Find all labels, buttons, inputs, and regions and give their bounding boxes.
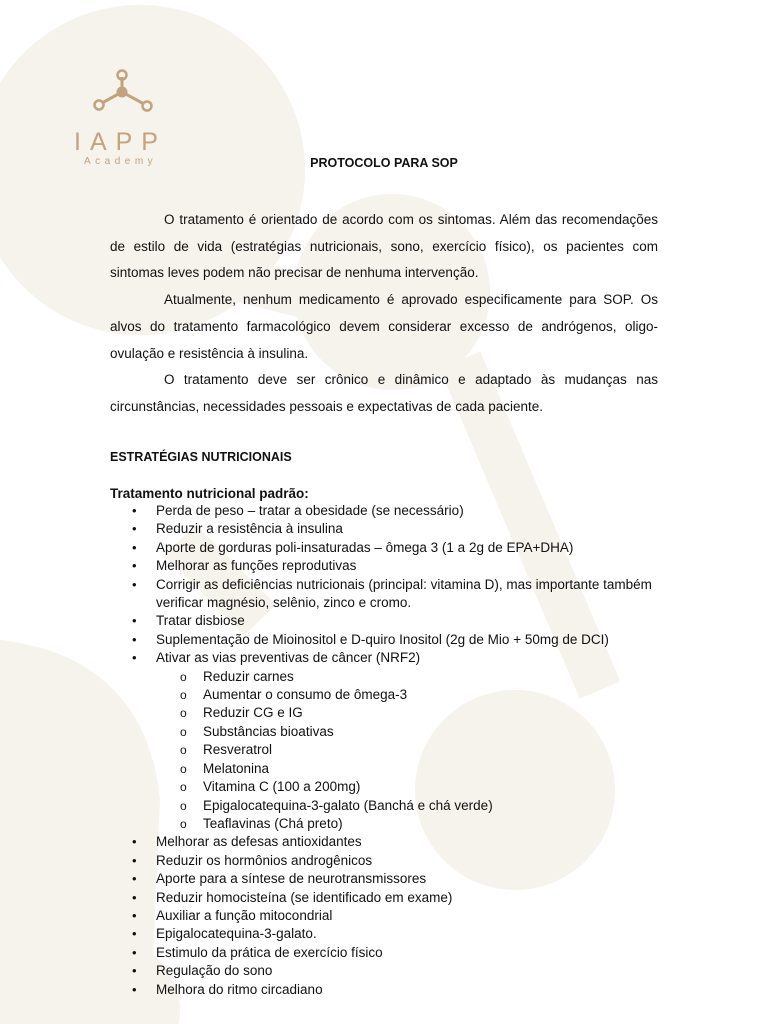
list-item: • Estimulo da prática de exercício físico — [110, 944, 670, 962]
sub-list-item: o Epigalocatequina-3-galato (Banchá e chá verde) — [156, 797, 670, 815]
bullet-icon: • — [132, 558, 137, 574]
sub-bullet-icon: o — [180, 743, 187, 758]
sub-list-item: o Vitamina C (100 a 200mg) — [156, 778, 670, 796]
bullet-icon: • — [132, 852, 137, 868]
bullet-icon: • — [132, 871, 137, 887]
bullet-icon: • — [132, 907, 137, 923]
logo-wordmark: IAPP — [74, 128, 167, 156]
list-item: • Reduzir a resistência à insulina — [110, 520, 670, 538]
list-item: • Aporte de gorduras poli-insaturadas – ômega 3 (1 a 2g de EPA+DHA) — [110, 539, 670, 557]
sub-bullet-icon: o — [180, 688, 187, 703]
bullet-icon: • — [132, 834, 137, 850]
list-item: • Regulação do sono — [110, 962, 670, 980]
sub-list-item: o Reduzir carnes — [156, 668, 670, 686]
list-item: • Suplementação de Mioinositol e D-quiro Inositol (2g de Mio + 50mg de DCI) — [110, 631, 670, 649]
list-item: • Aporte para a síntese de neurotransmissores — [110, 870, 670, 888]
sub-list-item: o Melatonina — [156, 760, 670, 778]
logo-subtitle: Academy — [84, 156, 158, 167]
list-item: • Ativar as vias preventivas de câncer (NRF2) o Reduzir carnes o Aumentar o consumo de ômega-3 o Reduzir CG e IG o Substâncias bioativas o Resveratrol o Melatonina o Vitamina C (100 a 200mg) o Epigalocatequina-3-galato (Banchá e chá verde) o Teaflavinas (Chá preto) — [110, 649, 670, 833]
intro-paragraphs — [110, 207, 658, 421]
sub-bullet-icon: o — [180, 706, 187, 721]
bullet-icon: • — [132, 963, 137, 979]
sub-list-item: o Reduzir CG e IG — [156, 704, 670, 722]
list-item: • Perda de peso – tratar a obesidade (se necessário) — [110, 502, 670, 520]
sub-bullet-icon: o — [180, 761, 187, 776]
bullet-icon: • — [132, 521, 137, 537]
paragraph: O tratamento deve ser crônico e dinâmico e adaptado às mudanças nas circunstâncias, necessidades pessoais e expectativas de cada paciente. — [110, 372, 658, 414]
sub-list-item: o Aumentar o consumo de ômega-3 — [156, 686, 670, 704]
sub-bullet-icon: o — [180, 816, 187, 831]
sub-bullet-icon: o — [180, 669, 187, 684]
section-heading: ESTRATÉGIAS NUTRICIONAIS — [110, 450, 292, 464]
list-item: • Epigalocatequina-3-galato. — [110, 925, 670, 943]
bullet-icon: • — [132, 889, 137, 905]
list-item: • Tratar disbiose — [110, 612, 670, 630]
bullet-icon: • — [132, 503, 137, 518]
sub-list-item: o Resveratrol — [156, 741, 670, 759]
list-item: • Melhorar as funções reprodutivas — [110, 557, 670, 575]
subsection-heading: Tratamento nutricional padrão: — [110, 486, 309, 501]
sub-bullet-icon: o — [180, 798, 187, 813]
list-item: • Melhora do ritmo circadiano — [110, 981, 670, 999]
bullet-icon: • — [132, 613, 137, 629]
list-item: • Reduzir homocisteína (se identificado em exame) — [110, 889, 670, 907]
sub-list-item: o Substâncias bioativas — [156, 723, 670, 741]
paragraph: O tratamento é orientado de acordo com os sintomas. Além das recomendações de estilo de vida (estratégias nutricionais, sono, exercício físico), os pacientes com sintomas leves podem não precisar de nenhuma intervenção. — [110, 212, 658, 281]
sub-list-item: o Teaflavinas (Chá preto) — [156, 815, 670, 833]
bullet-icon: • — [132, 539, 137, 555]
list-item: • Auxiliar a função mitocondrial — [110, 907, 670, 925]
list-item: • Reduzir os hormônios androgênicos — [110, 852, 670, 870]
nrf2-sublist — [156, 668, 670, 834]
sub-bullet-icon: o — [180, 780, 187, 795]
bullet-icon: • — [132, 631, 137, 647]
sub-bullet-icon: o — [180, 724, 187, 739]
nutrition-list — [110, 502, 670, 999]
list-item: • Corrigir as deficiências nutricionais (principal: vitamina D), mas importante também verificar magnésio, selênio, zinco e cromo. — [132, 576, 652, 611]
document-title: PROTOCOLO PARA SOP — [310, 156, 458, 170]
bullet-icon: • — [132, 944, 137, 960]
bullet-icon: • — [132, 650, 137, 666]
bullet-icon: • — [132, 576, 137, 592]
list-item: • Melhorar as defesas antioxidantes — [110, 833, 670, 851]
bullet-icon: • — [132, 981, 137, 997]
bullet-icon: • — [132, 926, 137, 942]
paragraph: Atualmente, nenhum medicamento é aprovado especificamente para SOP. Os alvos do tratamento farmacológico devem considerar excesso de andrógenos, oligo-ovulação e resistência à insulina. — [110, 292, 658, 361]
